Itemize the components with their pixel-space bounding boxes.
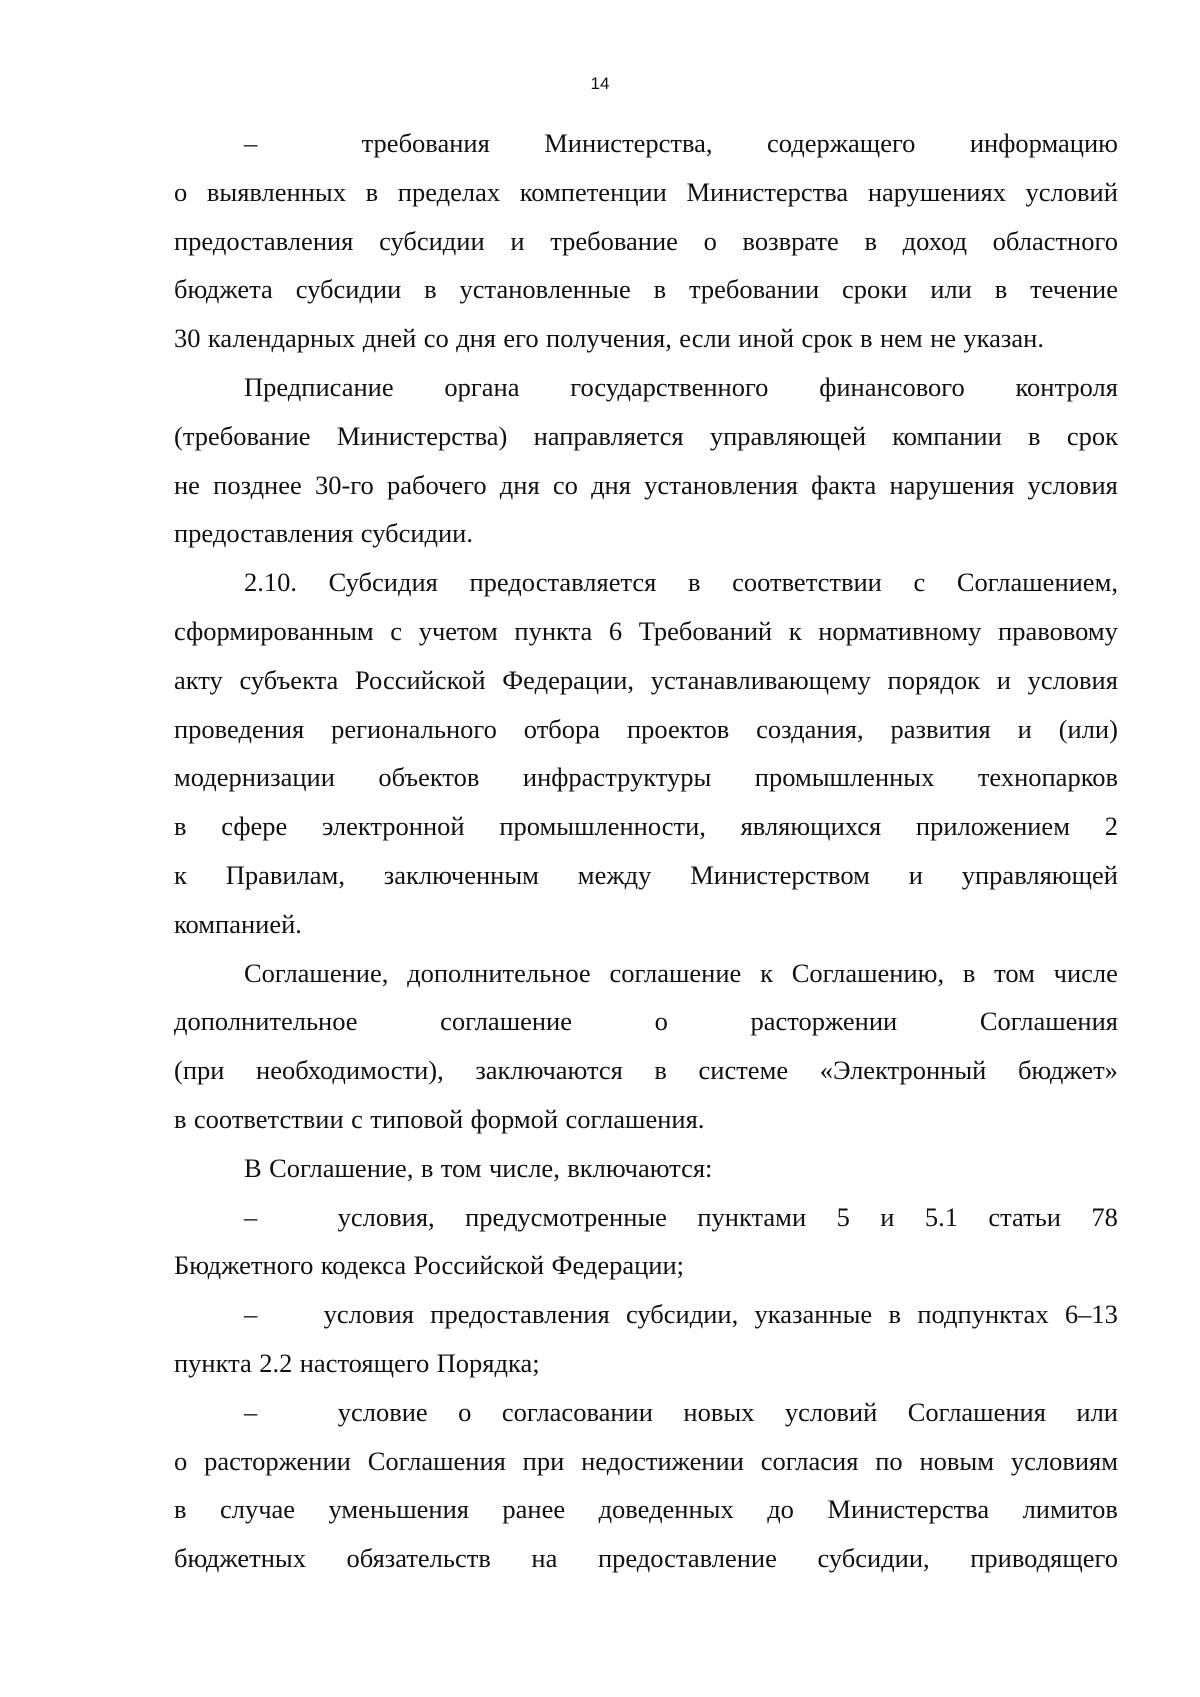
word: пунктами — [697, 1201, 807, 1232]
word: Министерства) — [336, 420, 508, 451]
word: в — [424, 274, 437, 305]
word: сфере — [221, 811, 288, 842]
word: при — [522, 1445, 565, 1476]
word: промышленности, — [499, 811, 706, 842]
list-dash: – — [244, 1396, 258, 1427]
word: 5.1 — [924, 1201, 958, 1232]
word: в — [654, 1055, 667, 1086]
word: в — [888, 1299, 902, 1330]
word: с — [913, 567, 926, 598]
word: о — [654, 1006, 668, 1037]
word: «Электронный — [819, 1055, 987, 1086]
word: в — [962, 957, 976, 988]
word: расторжении — [750, 1006, 898, 1037]
text-line — [174, 558, 1118, 607]
text-line — [174, 412, 1118, 461]
word: пункта — [514, 615, 593, 646]
text-line — [174, 949, 1118, 998]
word: со — [423, 323, 449, 354]
word: расторжении — [204, 1445, 351, 1476]
word: (при — [174, 1055, 225, 1086]
word: кодекса — [320, 1250, 407, 1281]
word: числе, — [488, 1152, 560, 1183]
word: условий — [1025, 176, 1118, 207]
word: с — [390, 615, 403, 646]
text-line — [174, 509, 1118, 558]
word: органа — [444, 371, 520, 402]
word: пункта — [174, 1347, 252, 1378]
paragraph — [174, 363, 1118, 558]
text-line — [174, 1290, 1118, 1339]
word: дня — [456, 323, 496, 354]
word: порядок — [887, 664, 980, 695]
word: дополнительное — [174, 1006, 358, 1037]
word: и — [908, 859, 923, 890]
word: 2.2 — [259, 1347, 293, 1378]
word: установления — [644, 469, 798, 500]
word: требования — [361, 128, 490, 158]
text-line — [174, 461, 1118, 510]
text-line — [174, 1095, 1118, 1144]
text-line — [174, 753, 1118, 802]
word: Соглашение, — [269, 1152, 414, 1183]
word: уменьшения — [328, 1494, 469, 1525]
word: субъекта — [239, 664, 339, 695]
word: содержащего — [766, 128, 916, 158]
word: технопарков — [977, 762, 1118, 793]
word: не — [930, 323, 957, 354]
word: компанией. — [174, 908, 302, 939]
word: и — [880, 1201, 895, 1232]
word: субсидии — [379, 225, 485, 256]
word: Соглашение, — [244, 957, 389, 988]
word: статьи — [988, 1201, 1061, 1232]
word: условия, — [337, 1201, 435, 1232]
text-line — [174, 1144, 1118, 1193]
word: субсидии — [295, 274, 402, 305]
word: недостижении — [581, 1445, 744, 1476]
word: в — [174, 1494, 187, 1525]
word: инфраструктуры — [522, 762, 712, 793]
word: соответствии — [193, 1103, 344, 1134]
word: субсидии, — [625, 1299, 739, 1330]
word: в — [860, 323, 873, 354]
word: случае — [219, 1494, 296, 1525]
word: условия — [323, 1299, 414, 1330]
word: установленные — [459, 274, 631, 305]
word: В — [244, 1152, 262, 1183]
word: промышленных — [754, 762, 935, 793]
word: о — [174, 176, 188, 207]
word: контроля — [1015, 371, 1118, 402]
word: срок — [1066, 420, 1118, 451]
word: являющихся — [740, 811, 882, 842]
word: компании — [892, 420, 1002, 451]
word: дней — [362, 323, 417, 354]
word: предусмотренные — [465, 1201, 667, 1232]
word: факта — [811, 469, 877, 500]
word: календарных — [207, 323, 356, 354]
word: проведения — [174, 713, 305, 744]
word: к — [788, 615, 802, 646]
word: субсидии. — [360, 518, 473, 549]
word: о — [458, 1396, 472, 1427]
list-dash: – — [244, 128, 258, 158]
word: 6 — [608, 615, 623, 646]
word: приводящего — [970, 1543, 1118, 1574]
text-line — [174, 119, 1118, 168]
word: иной — [738, 323, 795, 354]
word: на — [531, 1543, 558, 1574]
word: компетенции — [519, 176, 667, 207]
word: Бюджетного — [174, 1250, 314, 1281]
word: том — [440, 1152, 482, 1183]
word: предоставления — [174, 518, 354, 549]
word: с — [351, 1103, 363, 1134]
word: предоставление — [597, 1543, 777, 1574]
word: в — [687, 567, 701, 598]
word: настоящего — [299, 1347, 430, 1378]
word: доход — [902, 225, 967, 256]
text-line — [174, 363, 1118, 412]
word: позднее — [213, 469, 302, 500]
page-number: 14 — [590, 74, 610, 93]
word: указанные — [754, 1299, 873, 1330]
word: Российской — [413, 1250, 545, 1281]
word: устанавливающему — [650, 664, 871, 695]
word: бюджета — [174, 274, 273, 305]
word: типовой — [370, 1103, 464, 1134]
word: дополнительное — [407, 957, 591, 988]
word: Субсидия — [328, 567, 438, 598]
word: срок — [801, 323, 853, 354]
word: или — [930, 274, 972, 305]
word: заключаются — [475, 1055, 623, 1086]
text-line — [174, 802, 1118, 851]
word: числе — [1053, 957, 1118, 988]
word: Федерации, — [502, 664, 635, 695]
word: 30-го — [314, 469, 374, 500]
list-dash: – — [244, 1299, 258, 1330]
word: течение — [1030, 274, 1118, 305]
word: Министерства — [686, 176, 849, 207]
word: развития — [890, 713, 991, 744]
word: по — [875, 1445, 903, 1476]
word: со — [552, 469, 578, 500]
word: системе — [698, 1055, 789, 1086]
text-line — [174, 705, 1118, 754]
word: и — [1017, 713, 1032, 744]
word: выявленных — [206, 176, 346, 207]
word: и — [996, 664, 1011, 695]
text-line — [174, 607, 1118, 656]
word: требование — [550, 225, 678, 256]
word: в — [994, 274, 1008, 305]
word: направляется — [533, 420, 684, 451]
word: предоставления — [430, 1299, 610, 1330]
word: доведенных — [598, 1494, 734, 1525]
word: том — [994, 957, 1035, 988]
word: государственного — [570, 371, 769, 402]
text-line — [174, 217, 1118, 266]
text-line — [174, 1388, 1118, 1437]
word: требовании — [689, 274, 820, 305]
word: регионального — [331, 713, 497, 744]
word: о — [703, 225, 717, 256]
word: в — [1028, 420, 1041, 451]
paragraph — [174, 558, 1118, 948]
word: 2 — [1104, 811, 1118, 842]
word: Министерства, — [544, 128, 713, 158]
word: Соглашения — [979, 1006, 1118, 1037]
word: необходимости), — [256, 1055, 444, 1086]
word: лимитов — [1022, 1494, 1118, 1525]
text-line — [174, 1339, 1118, 1388]
word: бюджет» — [1017, 1055, 1118, 1086]
word: информацию — [969, 128, 1118, 158]
word: объектов — [378, 762, 480, 793]
word: 30 — [174, 323, 201, 354]
text-line — [174, 265, 1118, 314]
paragraph — [174, 1290, 1118, 1388]
word: Требований — [638, 615, 773, 646]
word: проектов — [626, 713, 730, 744]
word: условий — [784, 1396, 878, 1427]
word: заключенным — [383, 859, 539, 890]
word: соглашение — [609, 957, 742, 988]
word: создания, — [756, 713, 864, 744]
word: нормативному — [818, 615, 982, 646]
word: до — [767, 1494, 794, 1525]
word: сформированным — [174, 615, 374, 646]
word: Российской — [354, 664, 486, 695]
word: предоставления — [174, 225, 354, 256]
paragraph — [174, 949, 1118, 1144]
document-body — [174, 119, 1118, 1583]
word: нарушениях — [867, 176, 1006, 207]
word: ранее — [502, 1494, 566, 1525]
word: соглашение — [440, 1006, 572, 1037]
word: модернизации — [174, 762, 335, 793]
word: Соглашением, — [956, 567, 1118, 598]
text-line — [174, 997, 1118, 1046]
word: 78 — [1091, 1201, 1118, 1232]
text-line — [174, 1534, 1118, 1583]
word: между — [577, 859, 652, 890]
word: новым — [919, 1445, 995, 1476]
word: отбора — [523, 713, 601, 744]
word: если — [679, 323, 731, 354]
word: 5 — [836, 1201, 850, 1232]
word: включаются: — [567, 1152, 713, 1183]
word: финансового — [819, 371, 965, 402]
text-line — [174, 656, 1118, 705]
word: его — [503, 323, 539, 354]
word: подпунктах — [917, 1299, 1049, 1330]
text-line — [174, 900, 1118, 949]
paragraph — [174, 1193, 1118, 1291]
word: электронной — [321, 811, 465, 842]
word: Соглашения — [367, 1445, 506, 1476]
word: согласовании — [501, 1396, 653, 1427]
word: Соглашения — [907, 1396, 1046, 1427]
word: приложением — [915, 811, 1070, 842]
word: Министерством — [690, 859, 870, 890]
word: в — [174, 811, 187, 842]
paragraph — [174, 119, 1118, 363]
word: Порядка; — [436, 1347, 540, 1378]
word: Предписание — [244, 371, 394, 402]
word: условия — [1027, 664, 1118, 695]
word: (требование — [174, 420, 311, 451]
word: получения, — [546, 323, 672, 354]
text-line — [174, 1485, 1118, 1534]
word: предоставляется — [469, 567, 657, 598]
word: бюджетных — [174, 1543, 306, 1574]
word: управляющей — [709, 420, 866, 451]
text-line — [174, 1437, 1118, 1486]
word: Министерства — [827, 1494, 990, 1525]
word: к — [760, 957, 773, 988]
word: дня — [591, 469, 631, 500]
word: в — [653, 274, 667, 305]
word: Соглашению, — [791, 957, 945, 988]
word: согласия — [760, 1445, 859, 1476]
paragraph — [174, 1388, 1118, 1583]
word: и — [510, 225, 525, 256]
word: не — [174, 469, 200, 500]
word: 6–13 — [1064, 1299, 1118, 1330]
text-line — [174, 1046, 1118, 1095]
word: нем — [879, 323, 923, 354]
word: соглашения. — [565, 1103, 705, 1134]
word: возврате — [742, 225, 839, 256]
word: 2.10. — [244, 567, 297, 598]
word: Федерации; — [551, 1250, 685, 1281]
word: (или) — [1058, 713, 1118, 744]
word: указан. — [963, 323, 1044, 354]
word: учетом — [418, 615, 498, 646]
word: Правилам, — [225, 859, 345, 890]
word: или — [1076, 1396, 1118, 1427]
paragraph — [174, 1144, 1118, 1193]
word: пределах — [397, 176, 501, 207]
word: условия — [1027, 469, 1118, 500]
word: обязательств — [346, 1543, 491, 1574]
word: условиям — [1010, 1445, 1118, 1476]
word: условие — [337, 1396, 428, 1427]
word: в — [174, 1103, 187, 1134]
word: нарушения — [889, 469, 1015, 500]
word: о — [174, 1445, 188, 1476]
word: рабочего — [386, 469, 487, 500]
word: в — [420, 1152, 434, 1183]
word: в — [864, 225, 877, 256]
word: областного — [992, 225, 1118, 256]
word: соответствии — [732, 567, 882, 598]
word: в — [365, 176, 379, 207]
text-line — [174, 851, 1118, 900]
text-line — [174, 314, 1118, 363]
text-line — [174, 168, 1118, 217]
word: сроки — [842, 274, 908, 305]
word: новых — [683, 1396, 755, 1427]
word: дня — [499, 469, 540, 500]
word: к — [174, 859, 187, 890]
word: правовому — [998, 615, 1118, 646]
word: формой — [470, 1103, 559, 1134]
word: управляющей — [961, 859, 1118, 890]
text-line — [174, 1193, 1118, 1242]
list-dash: – — [244, 1201, 258, 1232]
word: акту — [174, 664, 223, 695]
text-line — [174, 1241, 1118, 1290]
word: субсидии, — [817, 1543, 930, 1574]
